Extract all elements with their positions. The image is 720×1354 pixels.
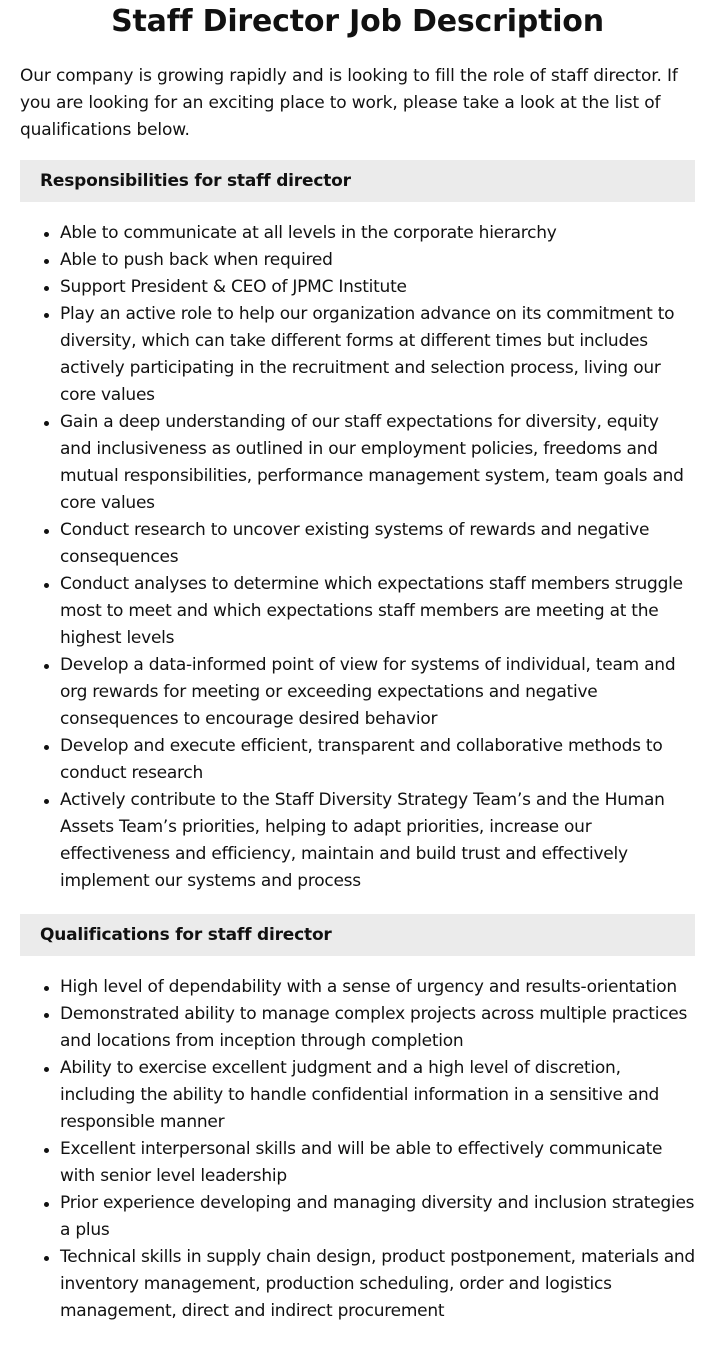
list-item: Develop and execute efficient, transparent and collaborative methods to conduct research	[60, 733, 695, 787]
list-item: Demonstrated ability to manage complex projects across multiple practices and locations from inception through completion	[60, 1001, 695, 1055]
list-item: Conduct research to uncover existing systems of rewards and negative consequences	[60, 517, 695, 571]
responsibilities-list	[20, 220, 695, 895]
qualifications-list	[20, 974, 695, 1325]
page-title: Staff Director Job Description	[111, 4, 604, 39]
qualifications-heading: Qualifications for staff director	[20, 914, 695, 956]
list-item: Technical skills in supply chain design, product postponement, materials and inventory management, production scheduling, order and logistics management, direct and indirect procurement	[60, 1244, 695, 1325]
list-item: Excellent interpersonal skills and will be able to effectively communicate with senior level leadership	[60, 1136, 695, 1190]
intro-paragraph: Our company is growing rapidly and is looking to fill the role of staff director. If you are looking for an exciting place to work, please take a look at the list of qualifications below.	[20, 66, 678, 140]
list-item: Able to communicate at all levels in the corporate hierarchy	[60, 220, 695, 247]
list-item: Able to push back when required	[60, 247, 695, 274]
list-item: Develop a data-informed point of view for systems of individual, team and org rewards for meeting or exceeding expectations and negative consequences to encourage desired behavior	[60, 652, 695, 733]
list-item: Prior experience developing and managing diversity and inclusion strategies a plus	[60, 1190, 695, 1244]
list-item: Support President & CEO of JPMC Institute	[60, 274, 695, 301]
list-item: Actively contribute to the Staff Diversity Strategy Team’s and the Human Assets Team’s priorities, helping to adapt priorities, increase our effectiveness and efficiency, maintain and build trust and effectively implement our systems and process	[60, 787, 695, 895]
list-item: Gain a deep understanding of our staff expectations for diversity, equity and inclusiveness as outlined in our employment policies, freedoms and mutual responsibilities, performance management system, team goals and core values	[60, 409, 695, 517]
responsibilities-heading: Responsibilities for staff director	[20, 160, 695, 202]
list-item: High level of dependability with a sense of urgency and results-orientation	[60, 974, 695, 1001]
list-item: Play an active role to help our organization advance on its commitment to diversity, which can take different forms at different times but includes actively participating in the recruitment and selection process, living our core values	[60, 301, 695, 409]
list-item: Ability to exercise excellent judgment and a high level of discretion, including the ability to handle confidential information in a sensitive and responsible manner	[60, 1055, 695, 1136]
list-item: Conduct analyses to determine which expectations staff members struggle most to meet and which expectations staff members are meeting at the highest levels	[60, 571, 695, 652]
